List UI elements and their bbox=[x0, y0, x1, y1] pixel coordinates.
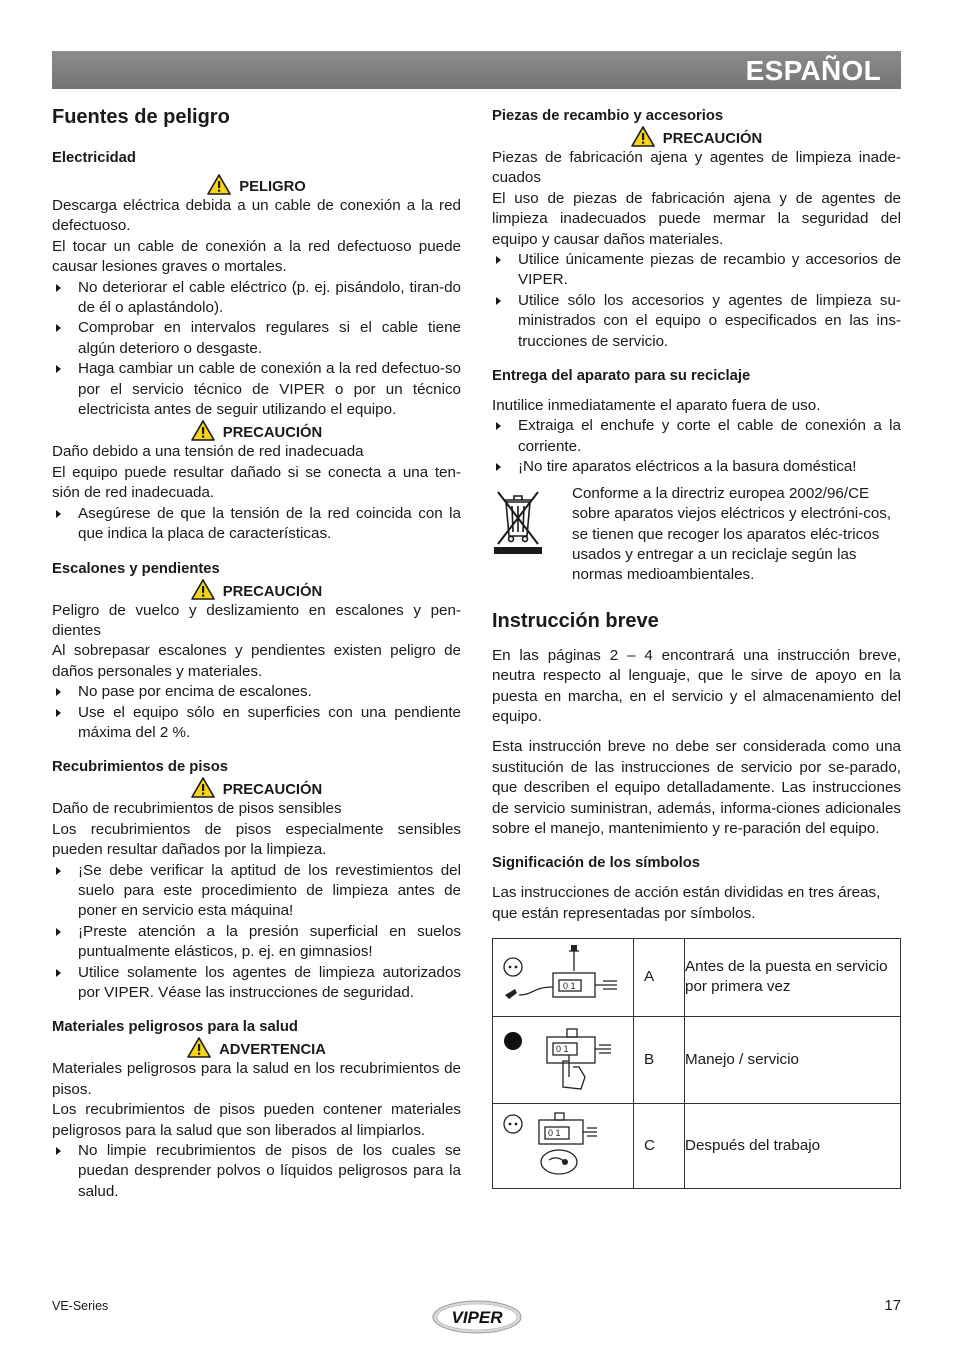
right-column bbox=[492, 106, 901, 1189]
paragraph: Los recubrimientos de pisos especialmente sensibles pueden resultar dañados por la limpieza. bbox=[52, 820, 461, 859]
bullet-arrow-icon bbox=[56, 510, 61, 518]
bullet-list bbox=[52, 504, 461, 545]
bullet-arrow-icon bbox=[56, 709, 61, 717]
heading-materiales: Materiales peligrosos para la salud bbox=[52, 1019, 298, 1036]
symbol-cell bbox=[493, 939, 634, 1016]
bullet-list bbox=[52, 682, 461, 743]
list-item: ¡Preste atención a la presión superficial en suelos puntualmente elásticos, p. ej. en gimnasios! bbox=[52, 922, 461, 963]
left-column bbox=[52, 104, 461, 1202]
symbol-cell bbox=[493, 1016, 634, 1103]
table-row bbox=[493, 1104, 901, 1189]
paragraph: Los recubrimientos de pisos pueden contener materiales peligrosos para la salud que son liberados al limpiarlos. bbox=[52, 1101, 461, 1139]
symbols-table bbox=[492, 938, 901, 1189]
header-bar bbox=[52, 51, 901, 89]
symbol-letter: A bbox=[634, 939, 685, 1016]
list-item: Utilice únicamente piezas de recambio y accesorios de VIPER. bbox=[492, 250, 901, 291]
bullet-list bbox=[492, 416, 901, 477]
list-item: Asegúrese de que la tensión de la red coincida con la que indica la placa de características. bbox=[52, 504, 461, 545]
crossed-out-bin-icon bbox=[492, 486, 544, 556]
list-item: No limpie recubrimientos de pisos de los cuales se puedan desprender polvos o líquidos peligrosos para la salud. bbox=[52, 1141, 461, 1202]
list-item: Comprobar en intervalos regulares si el cable tiene algún deterioro o desgaste. bbox=[52, 318, 461, 359]
heading-simbolos: Significación de los símbolos bbox=[492, 855, 701, 872]
warning-triangle-icon bbox=[191, 579, 215, 600]
bullet-arrow-icon bbox=[56, 688, 61, 696]
section-title-fuentes: Fuentes de peligro bbox=[52, 106, 230, 128]
warning-precaucion bbox=[492, 126, 901, 148]
weee-text: Conforme a la directriz europea 2002/96/CE sobre aparatos viejos eléctricos y electróni-cos, se tienen que recoger los aparatos eléc-tricos usados y entregar a un reciclaje según las normas medioambientales. bbox=[572, 484, 892, 584]
paragraph: El equipo puede resultar dañado si se conecta a una ten-sión de red inadecuada. bbox=[52, 463, 461, 502]
page-number: 17 bbox=[884, 1297, 901, 1314]
paragraph: Daño de recubrimientos de pisos sensibles bbox=[52, 800, 342, 818]
paragraph: Materiales peligrosos para la salud en los recubrimientos de pisos. bbox=[52, 1060, 461, 1098]
warning-triangle-icon bbox=[631, 126, 655, 147]
list-item: No pase por encima de escalones. bbox=[52, 682, 461, 702]
bullet-arrow-icon bbox=[56, 284, 61, 292]
paragraph: Inutilice inmediatamente el aparato fuera de uso. bbox=[492, 397, 821, 415]
table-row bbox=[493, 1016, 901, 1103]
warning-label: PELIGRO bbox=[239, 179, 306, 195]
symbol-letter: C bbox=[634, 1104, 685, 1189]
symbol-description: Antes de la puesta en servicio por primera vez bbox=[685, 939, 901, 1016]
bullet-list bbox=[52, 1141, 461, 1202]
paragraph: Esta instrucción breve no debe ser considerada como una sustitución de las instrucciones de servicio por se-parado, que describen el equipo detalladamente. Las instrucciones de servicio suministran, además, informa-ciones adicionales sobre el manejo, mantenimiento y re-paración del equipo. bbox=[492, 738, 901, 837]
bullet-arrow-icon bbox=[496, 256, 501, 264]
warning-label: PRECAUCIÓN bbox=[662, 131, 763, 147]
list-item: Extraiga el enchufe y corte el cable de conexión a la corriente. bbox=[492, 416, 901, 457]
weee-notice bbox=[492, 484, 901, 586]
list-item: ¡No tire aparatos eléctricos a la basura doméstica! bbox=[492, 457, 901, 477]
before-first-use-icon bbox=[493, 939, 633, 1009]
svg-text:0 1: 0 1 bbox=[563, 981, 576, 992]
viper-logo bbox=[432, 1300, 522, 1334]
paragraph: Al sobrepasar escalones y pendientes existen peligro de daños personales y materiales. bbox=[52, 642, 461, 680]
paragraph: Las instrucciones de acción están divididas en tres áreas, que están representadas por símbolos. bbox=[492, 884, 881, 922]
bullet-arrow-icon bbox=[56, 1147, 61, 1155]
symbol-description: Manejo / servicio bbox=[685, 1016, 901, 1103]
warning-advertencia bbox=[52, 1037, 461, 1059]
list-item: Utilice solamente los agentes de limpieza autorizados por VIPER. Véase las instrucciones de seguridad. bbox=[52, 963, 461, 1004]
warning-label: PRECAUCIÓN bbox=[222, 583, 323, 600]
paragraph: El tocar un cable de conexión a la red defectuoso puede causar lesiones graves o mortales. bbox=[52, 237, 461, 276]
warning-triangle-icon bbox=[207, 174, 231, 195]
section-title-instruccion: Instrucción breve bbox=[492, 609, 659, 632]
symbol-cell bbox=[493, 1104, 634, 1189]
heading-escalones: Escalones y pendientes bbox=[52, 560, 220, 577]
svg-text:0 1: 0 1 bbox=[548, 1128, 561, 1138]
footer-series: VE-Series bbox=[52, 1299, 109, 1313]
bullet-arrow-icon bbox=[56, 867, 61, 875]
warning-triangle-icon bbox=[187, 1037, 211, 1058]
heading-recubrimientos: Recubrimientos de pisos bbox=[52, 759, 228, 776]
bullet-arrow-icon bbox=[496, 463, 501, 471]
bullet-arrow-icon bbox=[496, 297, 501, 305]
bullet-arrow-icon bbox=[56, 928, 61, 936]
paragraph: El uso de piezas de fabricación ajena y de agentes de limpieza inadecuados puede mermar la seguridad del equipo y causar daños materiales. bbox=[492, 189, 901, 248]
after-work-icon bbox=[493, 1104, 633, 1182]
list-item: Use el equipo sólo en superficies con una pendiente máxima del 2 %. bbox=[52, 703, 461, 744]
bullet-list bbox=[52, 861, 461, 1004]
warning-precaucion bbox=[52, 420, 461, 442]
bullet-arrow-icon bbox=[496, 422, 501, 430]
operation-icon bbox=[493, 1017, 633, 1097]
bullet-arrow-icon bbox=[56, 969, 61, 977]
paragraph: En las páginas 2 – 4 encontrará una instrucción breve, neutra respecto al lenguaje, que le sirve de apoyo en la puesta en marcha, en el servicio y el almacenamiento del equipo. bbox=[492, 646, 901, 725]
bullet-list bbox=[52, 278, 461, 421]
symbol-letter: B bbox=[634, 1016, 685, 1103]
warning-precaucion bbox=[52, 579, 461, 601]
bullet-arrow-icon bbox=[56, 324, 61, 332]
bullet-arrow-icon bbox=[56, 365, 61, 373]
list-item: No deteriorar el cable eléctrico (p. ej. pisándolo, tiran-do de él o aplastándolo). bbox=[52, 278, 461, 319]
list-item: Utilice sólo los accesorios y agentes de limpieza su-ministrados con el equipo o especificados en las ins-trucciones de servicio. bbox=[492, 291, 901, 352]
table-row bbox=[493, 939, 901, 1016]
paragraph: Daño debido a una tensión de red inadecuada bbox=[52, 443, 364, 461]
warning-label: PRECAUCIÓN bbox=[222, 425, 323, 442]
warning-triangle-icon bbox=[191, 777, 215, 798]
svg-text:0 1: 0 1 bbox=[556, 1043, 569, 1054]
warning-precaucion bbox=[52, 777, 461, 799]
svg-text:VIPER: VIPER bbox=[451, 1308, 503, 1327]
paragraph: Piezas de fabricación ajena y agentes de limpieza inade-cuados bbox=[492, 149, 901, 187]
heading-electricidad: Electricidad bbox=[52, 150, 136, 166]
bullet-list bbox=[492, 250, 901, 352]
list-item: Haga cambiar un cable de conexión a la red defectuo-so por el servicio técnico de VIPER o por un técnico electricista antes de seguir utilizando el equipo. bbox=[52, 359, 461, 420]
warning-label: PRECAUCIÓN bbox=[222, 782, 323, 799]
paragraph: Descarga eléctrica debida a un cable de conexión a la red defectuoso. bbox=[52, 197, 461, 235]
symbol-description: Después del trabajo bbox=[685, 1104, 901, 1189]
warning-triangle-icon bbox=[191, 420, 215, 441]
list-item: ¡Se debe verificar la aptitud de los revestimientos del suelo para este procedimiento de limpieza antes de poner en servicio esta máquina! bbox=[52, 861, 461, 922]
paragraph: Peligro de vuelco y deslizamiento en escalones y pen-dientes bbox=[52, 601, 461, 639]
warning-label: ADVERTENCIA bbox=[219, 1042, 326, 1059]
heading-reciclaje: Entrega del aparato para su reciclaje bbox=[492, 368, 751, 385]
language-title: ESPAÑOL bbox=[745, 55, 881, 86]
heading-piezas: Piezas de recambio y accesorios bbox=[492, 108, 724, 124]
warning-peligro bbox=[52, 174, 461, 196]
